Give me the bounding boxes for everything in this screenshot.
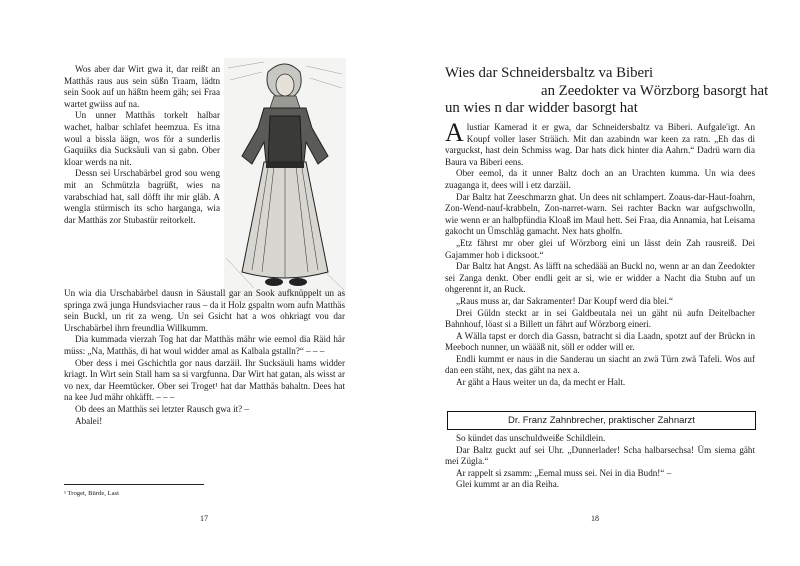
full-text-column [64,288,345,427]
heading-line: un wies n dar widder basorgt hat [445,100,638,116]
body-text-continued [445,433,755,491]
paragraph: Endli kummt er naus in die Sanderau un siacht an zwä Türn zwä Tafeli. Wos auf dan een stäht, nex, das gäht na nex a. [445,353,755,376]
paragraph: Un wia dia Urschabärbel dausn in Säustall gar an Sook aufknüppelt un as springa zwä junga Hundsviacher raus – da it Holz gspaltn wom aufn Matthäs sein Buckl, un rit za weng. Un sei Gsicht hat a wos ohkriagt vou dar Urschabärbel ihrn freundlia Willkumm. [64,288,345,333]
paragraph: Glei kummt ar an dia Reiha. [456,479,560,490]
body-text [445,118,755,389]
paragraph: Drei Güldn steckt ar in sei Galdbeutala nei un gäht nü aufn Deitelbacher Bahnhouf, löast si a Billett un fährt auf Wörzborg einеri. [445,307,755,330]
paragraph: Wos aber dar Wirt gwa it, dar reißt an Matthäs raus aus sein süßn Traam, lädtn sein Sook auf un häßtn heem gäh; sei Fraa wartet gwiiss auf na. [64,64,220,109]
paragraph: Dia kummada vierzah Tog hat dar Matthäs mähr wie eemol dia Räid här müss: „Na, Matthäs, di hat woul widder amal as Kalbala gstalln?“ – – – [64,334,345,356]
narrow-text-column [64,64,220,226]
paragraph: Abalei! [75,415,103,426]
paragraph: Ar gäht a Haus weiter un da, da mecht er Halt. [456,377,626,388]
paragraph: Ar rappelt si zsamm: „Eemal muss sei. Nei in dia Budn!“ – [456,467,672,478]
paragraph: So kündet das unschuldweiße Schildlein. [456,433,606,443]
right-page [400,0,800,566]
paragraph: A Wälla tapst er dorch dia Gassn, batracht si dia Laadn, spotzt auf der Brückn in Meeboch nunner, un wäääß nit, söll er odder will er. [445,330,755,353]
footnote-divider [64,484,204,485]
chapter-heading [445,65,769,118]
dentist-sign: Dr. Franz Zahnbrecher, praktischer Zahnarzt [447,411,756,430]
paragraph: „Etz fährst mr ober glei uf Wörzborg eini un lässt dein Zah rausreiß. Dei Gajammer hob i dicksoot.“ [445,237,755,260]
first-paragraph [445,118,755,168]
heading-line: an Zeedokter va Wörzborg basorgt hat [541,82,769,99]
paragraph: Dar Baltz hat Zeeschmarzn ghat. Un dees nit schlampert. Zoaus-dar-Haut-foahrn, Zon-Wend-nauf-krabbeln, Zon-narret-warn. Sei rachter Backn war aufgschwolln, wie wenn er an halbpfündia Kloaß im Maul hett. Sei Fraa, dia Annamia, hat Leisama gakocht un Ümschläg gamacht. Nex hats gholfn. [445,191,755,237]
paragraph: Dar Baltz hat Angst. As läfft na schedäää an Buckl no, wenn ar an dan Zeedokter sei Zanga denkt. Ober endli geit ar si, wie er widder a Nacht dia Stubn auf un ohgerennt it, an Ruck. [445,261,755,295]
paragraph-text: lustiar Kamerad it er gwa, dar Schneidersbaltz va Biberi. Aufgale'igt. An Koupf voller laser Strääch. Mit dan azabindn war keen za ratn. „Eh das di varguckst, hast dein Schmiss wag. Dar hats dick hinter dia Aahrn.“ Dadrü warn dia Baura va Biberi eens. [445,122,755,167]
page-number: 18 [591,514,599,523]
paragraph: Ob dees an Matthäs sei letzter Rausch gwa it? – [75,403,249,414]
paragraph: Dessn sei Urschabärbel grod sou weng mit an Schmützla bagrüßt, wies na varabschiad hat, sall döfft ihr mir gläb. A wengla stürmisch its scho harganga, wia dar Matthäs zor Stubastür reitorkelt. [64,168,220,225]
woman-illustration [224,58,346,302]
page-number: 17 [200,514,208,523]
paragraph: Ober dess i mei Gschichtla gor naus darzäil. Ihr Sucksäuli hams widder kriagt. In Wirt sein Stall ham sa si vargfunna. Dar Wirt hat gatan, als wisst ar vo nex, dar Heemtücker. Ober sei Troget¹ hat dar Matthäs bahaltn. Dees hat na kee Jud mähr ohkäfft. – – – [64,357,345,403]
drop-cap: A [445,118,464,147]
paragraph: Dar Baltz guckt auf sei Uhr. „Dunnerlader! Scha halbarsechsa! Üm siema gäht mei Zügla.“ [445,444,755,467]
paragraph: Un unner Matthäs torkelt halbar wachet, halbar schlafet heemzua. Es itna woul a bissla äägn, wos för a sunderlis Gaquiiks dia Sucksäuli van si gabn. Ober kloar werds na nit. [64,110,220,167]
heading-line: Wies dar Schneidersbaltz va Biberi [445,65,654,81]
paragraph: Ober eemol, da it unner Baltz doch an an Urachten kumma. Un wia dees zuaganga it, dees will i etz darzäil. [445,168,755,190]
paragraph: „Raus muss ar, dar Sakramenter! Dar Koupf werd dia blei.“ [456,295,674,306]
footnote: ¹ Troget, Bürde, Last [64,490,119,497]
